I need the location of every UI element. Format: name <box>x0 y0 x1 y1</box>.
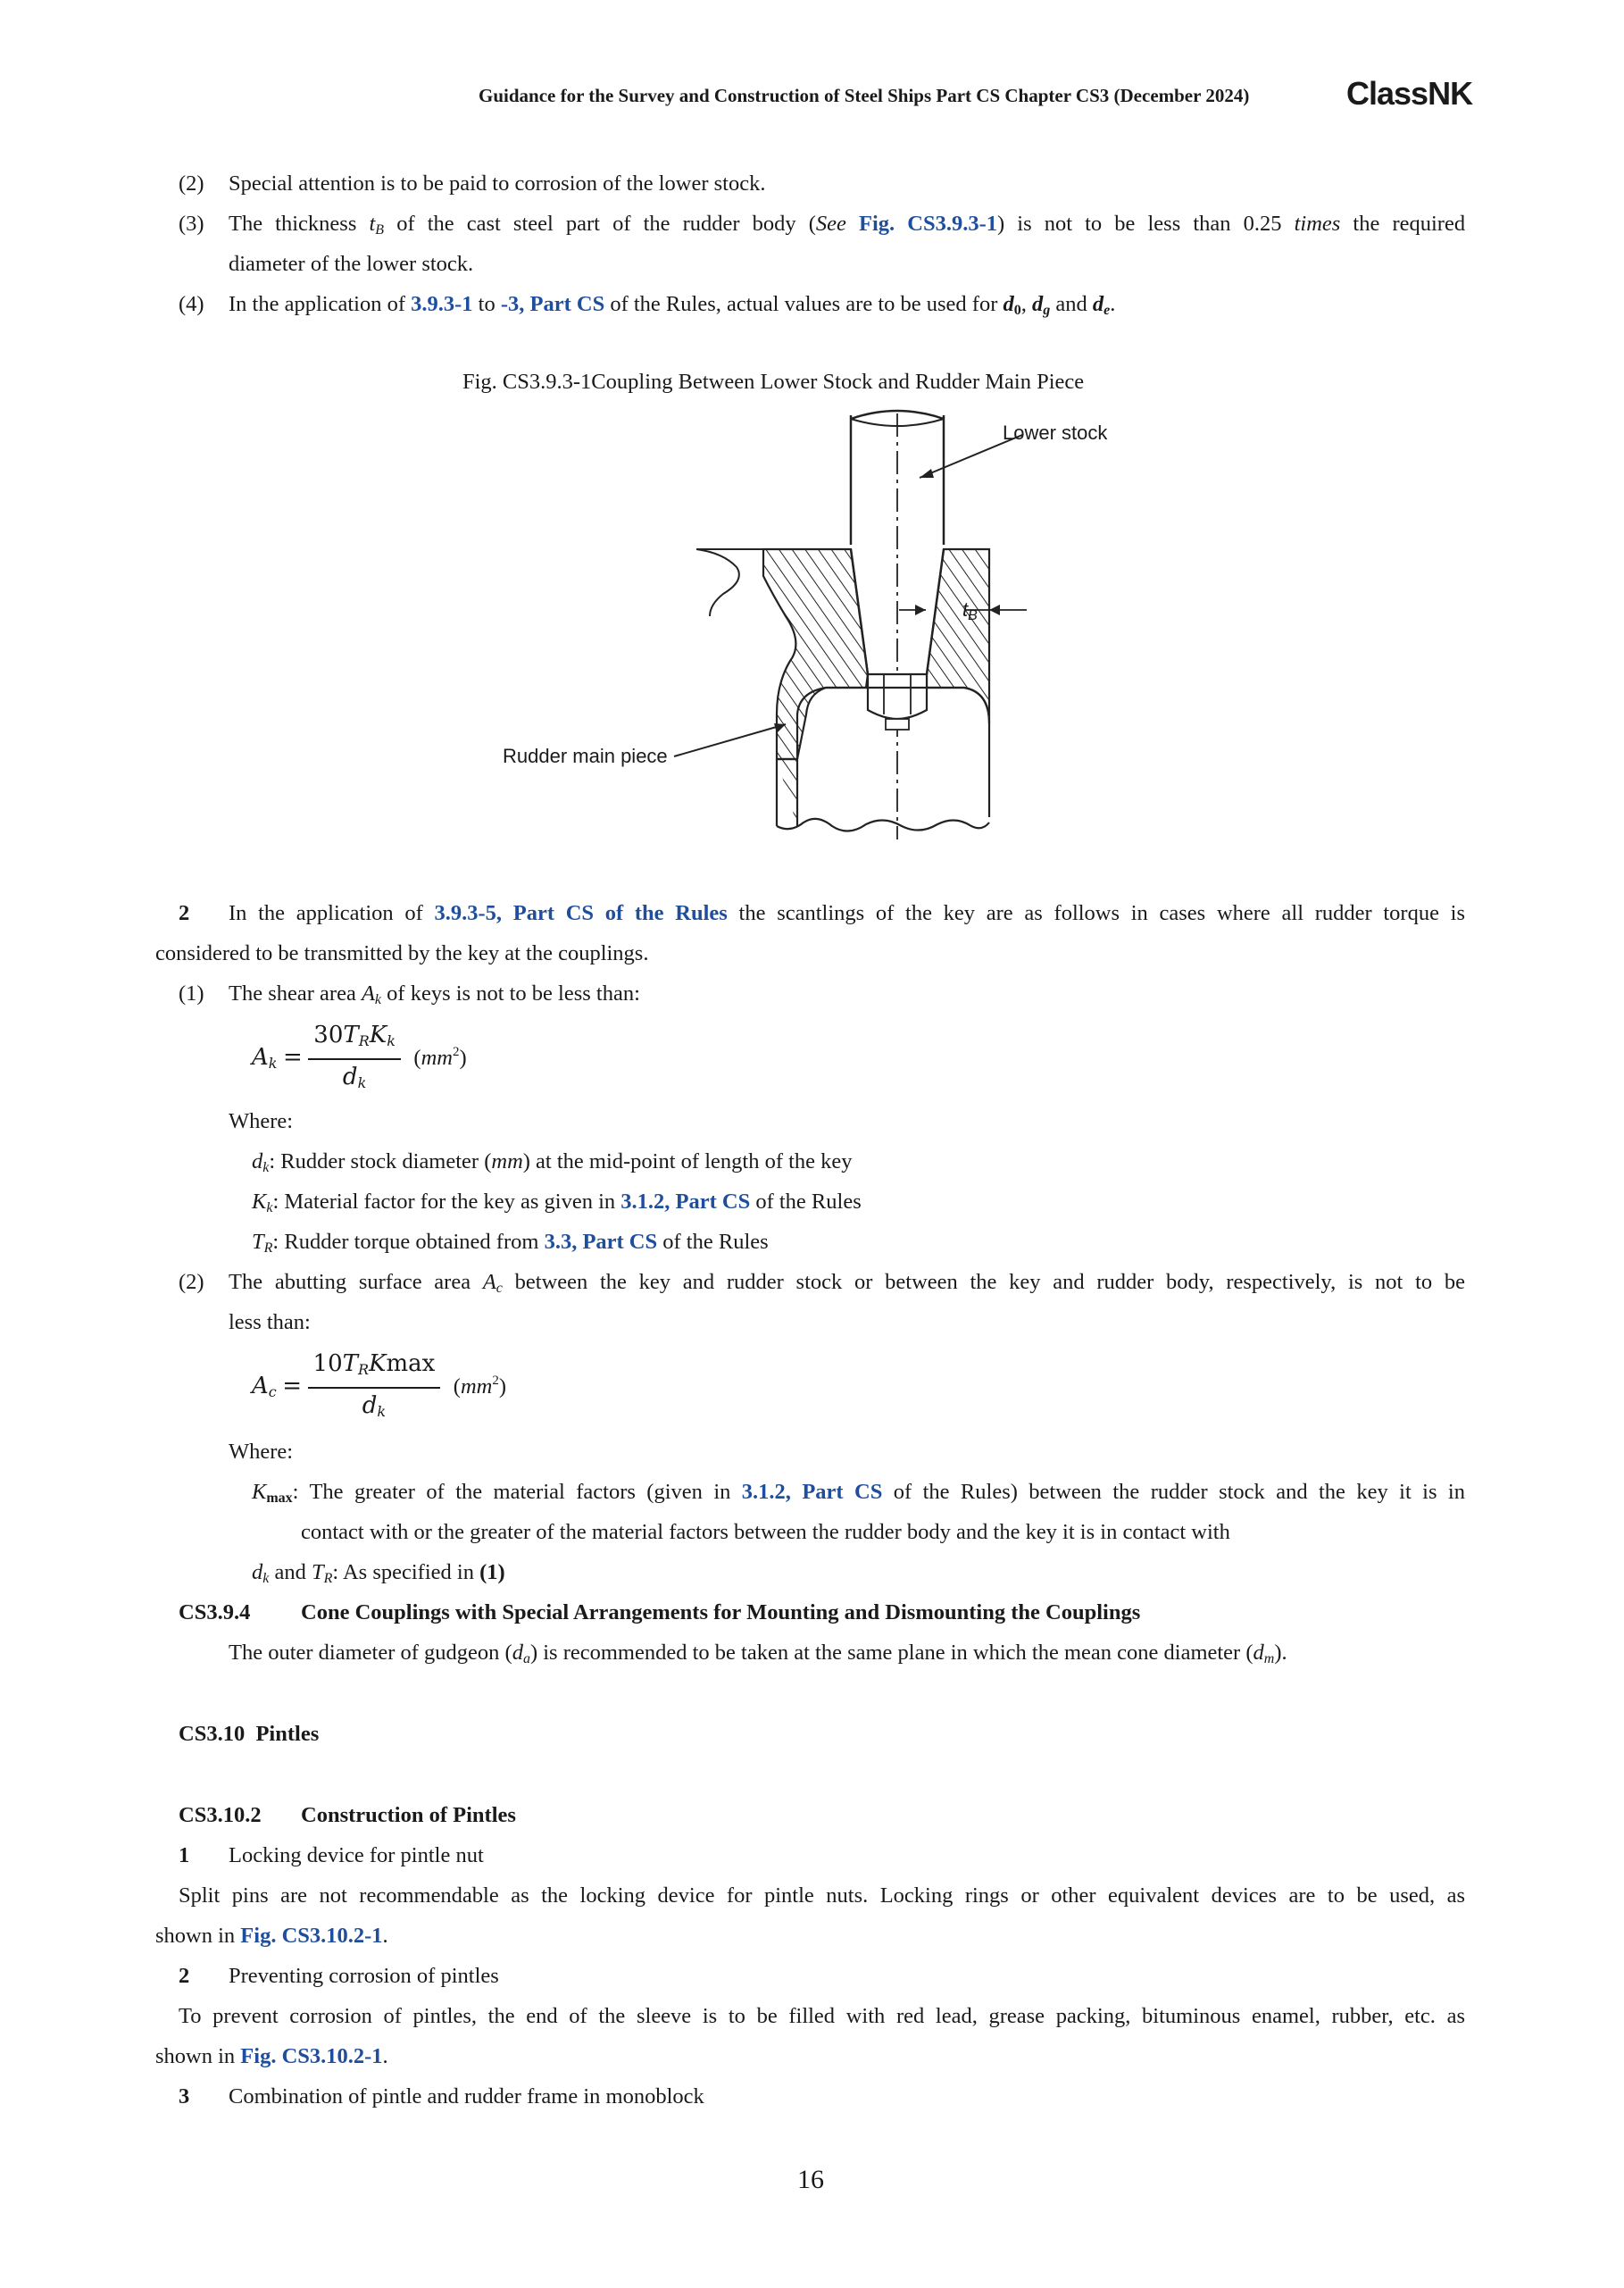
list-item-2-1-num: (1) <box>179 981 204 1006</box>
formula-abutting-area: $A_c$ = $\frac{10T_RKmax}{d_k}$ $(mm^2)$ <box>252 1350 507 1420</box>
link-3-9-3-5[interactable]: 3.9.3-5, Part CS of the Rules <box>434 901 728 925</box>
list-item-2-2-line2: less than: <box>229 1310 311 1334</box>
link-3-3[interactable]: 3.3, Part CS <box>544 1230 658 1254</box>
section-cs3-9-4-title: Cone Couplings with Special Arrangements for Mounting and Dismounting the Couplings <box>301 1600 1141 1624</box>
cs3102-item2-num: 2 <box>179 1964 190 1988</box>
section-cs3-10-2-title: Construction of Pintles <box>301 1803 516 1827</box>
where-tr: $T_R$: Rudder torque obtained from 3.3, Part CS of the Rules <box>252 1230 769 1256</box>
page-number: 16 <box>797 2165 824 2194</box>
formula-shear-area: $A_k$ = $\frac{30T_RK_k}{d_k}$ $(mm^2)$ <box>252 1022 467 1091</box>
where-kmax-line1: $K_{max}$: The greater of the material factors (given in 3.1.2, Part CS of the Rules) between the rudder stock and the key it is in <box>252 1480 1465 1506</box>
link-3-part-cs[interactable]: -3, Part CS <box>500 292 605 316</box>
list-item-2-text: Special attention is to be paid to corrosion of the lower stock. <box>229 171 766 196</box>
section-cs3-10-2-num: CS3.10.2 <box>179 1803 262 1827</box>
list-item-2-1-text: The shear area $A_k$ of keys is not to be less than: <box>229 981 640 1007</box>
where-kmax-line2: contact with or the greater of the material factors between the rudder body and the key it is in contact with <box>301 1520 1230 1544</box>
right-casting-section <box>927 549 989 723</box>
section-cs3-10: CS3.10 Pintles <box>179 1722 320 1746</box>
link-fig-cs3-10-2-1-b[interactable]: Fig. CS3.10.2-1 <box>240 2044 383 2068</box>
where-label-2: Where: <box>229 1440 294 1464</box>
cs3102-item2-body1: To prevent corrosion of pintles, the end of the sleeve is to be filled with red lead, grease packing, bituminous enamel, rubber, etc. as <box>179 2004 1465 2028</box>
section-cs3-9-4-num: CS3.9.4 <box>179 1600 251 1624</box>
list-item-4-num: (4) <box>179 292 204 316</box>
list-item-2-2-line1: The abutting surface area $A_c$ between the key and rudder stock or between the key and rudder body, respectively, is not to be <box>229 1270 1465 1296</box>
where-kk: $K_k$: Material factor for the key as given in 3.1.2, Part CS of the Rules <box>252 1190 862 1215</box>
cs3102-item1-body1: Split pins are not recommendable as the locking device for pintle nuts. Locking rings or other equivalent devices are to be used, as <box>179 1883 1465 1908</box>
where-dk-tr: $d_k$ and $T_R$: As specified in (1) <box>252 1560 505 1586</box>
stock-nut <box>868 674 927 730</box>
list-item-2-num: (2) <box>179 171 204 196</box>
link-fig-cs3-10-2-1-a[interactable]: Fig. CS3.10.2-1 <box>240 1924 383 1948</box>
where-dk: $d_k$: Rudder stock diameter (mm) at the mid-point of length of the key <box>252 1149 853 1175</box>
cs3102-item2-body2: shown in Fig. CS3.10.2-1. <box>155 2044 388 2068</box>
coupling-figure <box>482 406 1125 853</box>
label-lower-stock: Lower stock <box>1003 422 1108 444</box>
list-item-2-2-num: (2) <box>179 1270 204 1294</box>
running-header-title: Guidance for the Survey and Construction of Steel Ships Part CS Chapter CS3 (December 2024) <box>479 85 1250 106</box>
para-2-line2: considered to be transmitted by the key at the couplings. <box>155 941 649 965</box>
para-2-line1: In the application of 3.9.3-5, Part CS of the Rules the scantlings of the key are as follows in cases where all rudder torque is <box>229 901 1466 925</box>
cs3102-item3-title: Combination of pintle and rudder frame in monoblock <box>229 2084 704 2108</box>
link-3-1-2-a[interactable]: 3.1.2, Part CS <box>620 1190 751 1214</box>
list-item-3-line2: diameter of the lower stock. <box>229 252 474 276</box>
cs3102-item3-num: 3 <box>179 2084 190 2108</box>
list-item-3-num: (3) <box>179 212 204 236</box>
cs3102-item1-title: Locking device for pintle nut <box>229 1843 484 1867</box>
figure-caption: Fig. CS3.9.3-1Coupling Between Lower Stock and Rudder Main Piece <box>462 370 1085 394</box>
link-3-1-2-b[interactable]: 3.1.2, Part CS <box>741 1480 883 1504</box>
cs3102-item1-num: 1 <box>179 1843 190 1867</box>
cs3102-item1-body2: shown in Fig. CS3.10.2-1. <box>155 1924 388 1948</box>
where-label-1: Where: <box>229 1109 294 1133</box>
para-2-num: 2 <box>179 901 190 925</box>
link-fig-cs3-9-3-1[interactable]: Fig. CS3.9.3-1 <box>859 212 998 236</box>
label-tb: $t_B$ <box>962 598 978 623</box>
link-3-9-3-1[interactable]: 3.9.3-1 <box>411 292 473 316</box>
list-item-4-text: In the application of 3.9.3-1 to -3, Part CS of the Rules, actual values are to be used for $d_0$, $d_g$ and $d_e$. <box>229 292 1116 318</box>
section-cs3-9-4-body: The outer diameter of gudgeon $(d_a)$ is recommended to be taken at the same plane in which the mean cone diameter $(d_m)$. <box>229 1641 1287 1666</box>
label-rudder-main-piece: Rudder main piece <box>503 745 668 767</box>
list-item-3-line1: The thickness $t_B$ of the cast steel part of the rudder body (See Fig. CS3.9.3-1) is not to be less than 0.25 times the required <box>229 212 1466 238</box>
classnk-logo: ClassNK <box>1346 75 1473 112</box>
cs3102-item2-title: Preventing corrosion of pintles <box>229 1964 499 1988</box>
